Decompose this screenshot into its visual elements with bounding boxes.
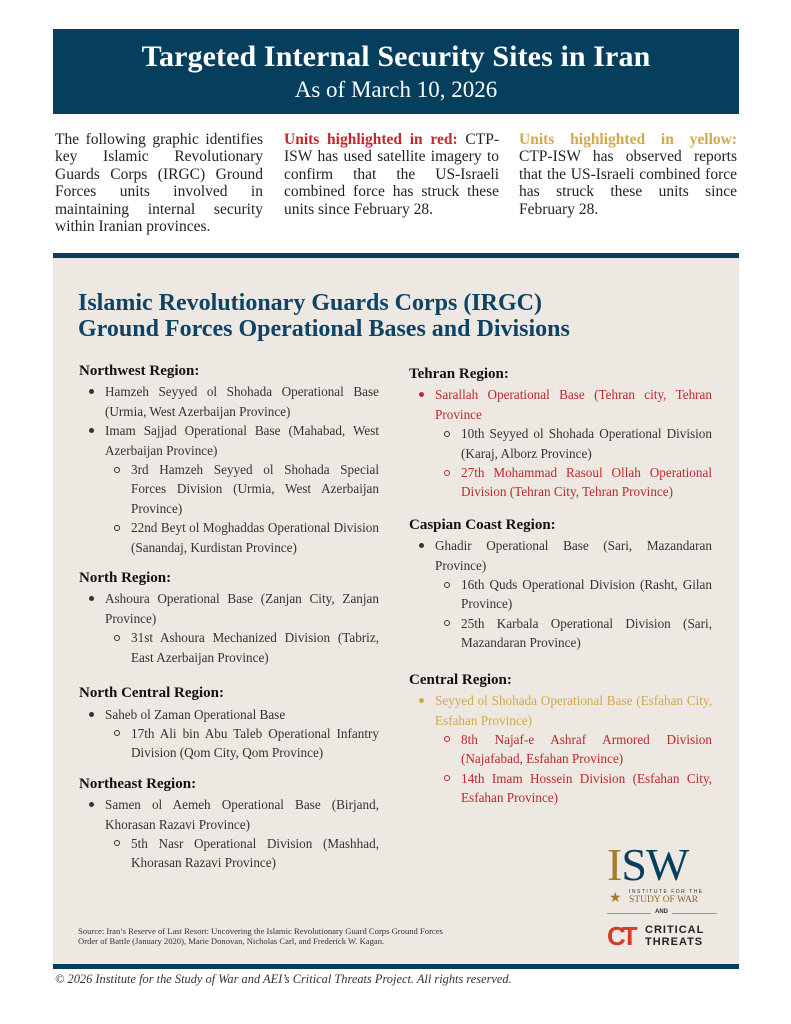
base-label: Sarallah Operational Base (Tehran city, Tehran Province: [435, 387, 712, 422]
ct-logo-text: CRITICAL THREATS: [645, 924, 705, 948]
intro-description: The following graphic identifies key Islamic Revolutionary Guards Corps (IRGC) Ground Forces units involved in maintaining internal security within Iranian provinces.: [55, 131, 263, 236]
base-label: Imam Sajjad Operational Base (Mahabad, West Azerbaijan Province): [105, 423, 379, 458]
isw-ct-logo: [607, 839, 727, 953]
panel-title-line1: Islamic Revolutionary Guards Corps (IRGC): [78, 290, 543, 316]
logo-and: AND: [651, 909, 672, 915]
legend-red-text: CTP-ISW has used satellite imagery to confirm that the US-Israeli combined force has struck these units since February 28.: [284, 131, 499, 218]
left-column: [79, 362, 379, 885]
base-item: [79, 589, 379, 667]
base-item: [409, 536, 712, 652]
base-item: Hamzeh Seyyed ol Shohada Operational Base (Urmia, West Azerbaijan Province): [79, 382, 379, 421]
base-item-struck: [409, 385, 712, 501]
right-column: [409, 365, 712, 820]
region-northwest: [79, 362, 379, 557]
division-item: 17th Ali bin Abu Taleb Operational Infantry Division (Qom City, Qom Province): [105, 724, 379, 763]
region-heading: North Region:: [79, 570, 172, 587]
division-item-struck: 14th Imam Hossein Division (Esfahan City, Esfahan Province): [435, 769, 712, 808]
region-north-central: [79, 684, 379, 763]
division-item: 5th Nasr Operational Division (Mashhad, Khorasan Razavi Province): [105, 834, 379, 873]
division-item: 10th Seyyed ol Shohada Operational Division (Karaj, Alborz Province): [435, 424, 712, 463]
division-item-struck: 27th Mohammad Rasoul Ollah Operational Division (Tehran City, Tehran Province): [435, 463, 712, 502]
isw-logo-line2: STUDY OF WAR: [629, 895, 699, 905]
region-heading: Caspian Coast Region:: [409, 516, 556, 533]
division-item: 25th Karbala Operational Division (Sari, Mazandaran Province): [435, 614, 712, 653]
source-citation: Source: Iran’s Reserve of Last Resort: Uncovering the Islamic Revolutionary Guard Corps Ground Forces Order of Battle (January 2020), Marie Donovan, Nicholas Carl, and Frederick W. Kagan.: [78, 926, 443, 946]
region-heading: Central Region:: [409, 671, 512, 688]
base-item-reported: [409, 691, 712, 807]
legend-yellow: [519, 131, 737, 218]
panel-title-line2: Ground Forces Operational Bases and Divisions: [78, 316, 570, 342]
panel-title: [78, 290, 570, 342]
title-banner: [53, 29, 739, 114]
region-tehran: [409, 365, 712, 502]
base-label: Seyyed ol Shohada Operational Base (Esfahan City, Esfahan Province): [435, 693, 712, 728]
page-subtitle: As of March 10, 2026: [294, 77, 498, 102]
page-title: Targeted Internal Security Sites in Iran: [141, 40, 651, 73]
region-central: [409, 671, 712, 808]
base-label: Ghadir Operational Base (Sari, Mazandaran Province): [435, 538, 712, 573]
region-heading: Northeast Region:: [79, 775, 197, 792]
legend-red-label: Units highlighted in red:: [284, 131, 458, 148]
base-item: [79, 795, 379, 873]
legend-yellow-label: Units highlighted in yellow:: [519, 131, 737, 148]
legend-yellow-text: CTP-ISW has observed reports that the US-Israeli combined force has struck these units since February 28.: [519, 148, 737, 218]
region-north: [79, 569, 379, 667]
ct-logo-mark: CT: [607, 921, 634, 951]
region-heading: North Central Region:: [79, 685, 224, 702]
division-item: 3rd Hamzeh Seyyed ol Shohada Special Forces Division (Urmia, West Azerbaijan Province): [105, 460, 379, 518]
units-panel: [53, 253, 739, 969]
region-heading: Northwest Region:: [79, 363, 200, 379]
division-item-struck: 8th Najaf-e Ashraf Armored Division (Najafabad, Esfahan Province): [435, 730, 712, 769]
copyright-footer: © 2026 Institute for the Study of War and AEI’s Critical Threats Project. All rights reserved.: [55, 972, 512, 986]
division-item: 22nd Beyt ol Moghaddas Operational Division (Sanandaj, Kurdistan Province): [105, 518, 379, 557]
isw-logo-mark: ISW: [607, 839, 689, 890]
isw-logo-line1: INSTITUTE FOR THE: [629, 889, 704, 895]
division-item: 31st Ashoura Mechanized Division (Tabriz, East Azerbaijan Province): [105, 628, 379, 667]
star-icon: ★: [609, 891, 622, 906]
division-item: 16th Quds Operational Division (Rasht, Gilan Province): [435, 575, 712, 614]
base-label: Saheb ol Zaman Operational Base: [105, 706, 286, 722]
base-label: Ashoura Operational Base (Zanjan City, Zanjan Province): [105, 591, 379, 626]
base-item: [79, 705, 379, 763]
region-heading: Tehran Region:: [409, 366, 509, 382]
base-item: [79, 421, 379, 557]
region-northeast: [79, 775, 379, 873]
base-label: Samen ol Aemeh Operational Base (Birjand, Khorasan Razavi Province): [105, 797, 379, 832]
region-caspian-coast: [409, 516, 712, 653]
legend-red: [284, 131, 499, 218]
